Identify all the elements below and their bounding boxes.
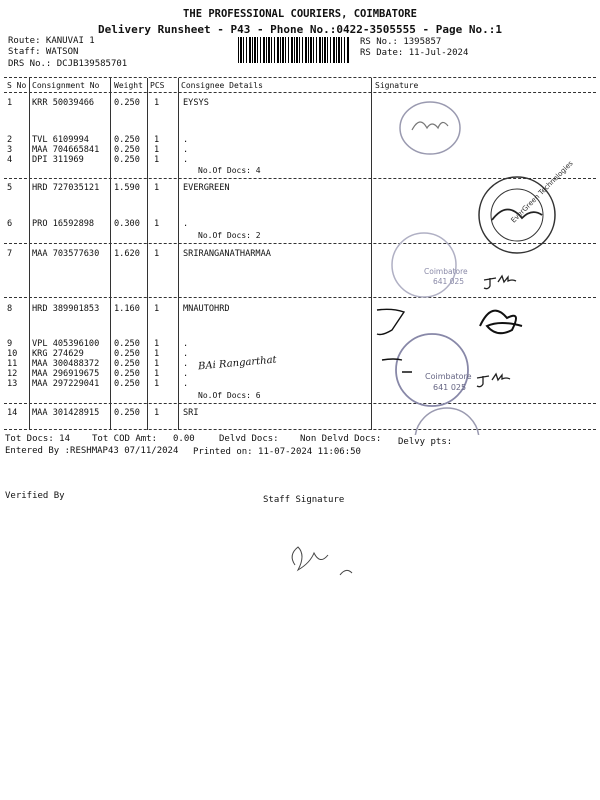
row-weight: 1.160 <box>114 304 140 314</box>
row-weight: 0.250 <box>114 369 140 379</box>
row-sno: 9 <box>7 339 13 349</box>
row-consignment: MAA 297229041 <box>32 379 100 389</box>
row-pcs: 1 <box>154 135 160 145</box>
col-consignment: Consignment No <box>32 81 100 90</box>
col-pcs: PCS <box>150 81 165 90</box>
coimbatore-stamp-icon <box>392 233 456 297</box>
handwritten-note: BAi Rangarthat <box>197 354 278 373</box>
row-weight: 0.250 <box>114 155 140 165</box>
row-consignee: . <box>183 155 189 165</box>
row-weight: 0.250 <box>114 359 140 369</box>
printed-on: Printed on: 11-07-2024 11:06:50 <box>193 447 361 457</box>
row-sno: 4 <box>7 155 13 165</box>
staff-label: Staff: WATSON <box>8 47 79 57</box>
row-weight: 0.250 <box>114 98 140 108</box>
company-title: THE PROFESSIONAL COURIERS, COIMBATORE <box>183 8 417 20</box>
evergreen-stamp-text: EverGreen Technologies <box>509 159 575 225</box>
total-cod-value: 0.00 <box>173 434 195 444</box>
stamp-pin: 641 025 <box>433 277 465 286</box>
row-sno: 7 <box>7 249 13 259</box>
row-consignee: . <box>183 349 189 359</box>
stamp-city: Coimbatore <box>425 372 472 381</box>
row-consignee: EYSYS <box>183 98 209 108</box>
row-sno: 6 <box>7 219 13 229</box>
row-weight: 0.300 <box>114 219 140 229</box>
col-sno: S No <box>7 81 27 90</box>
row-consignment: MAA 704665841 <box>32 145 100 155</box>
row-sno: 14 <box>7 408 18 418</box>
row-pcs: 1 <box>154 349 160 359</box>
row-pcs: 1 <box>154 304 160 314</box>
row-consignee: . <box>183 145 189 155</box>
stamp-city: Coimbatore <box>424 267 468 276</box>
row-pcs: 1 <box>154 379 160 389</box>
group-doc-count: No.Of Docs: 2 <box>198 231 261 240</box>
row-weight: 0.250 <box>114 145 140 155</box>
row-sno: 3 <box>7 145 13 155</box>
row-pcs: 1 <box>154 339 160 349</box>
row-sno: 12 <box>7 369 18 379</box>
stamp-icon <box>400 102 460 154</box>
row-consignee: MNAUTOHRD <box>183 304 230 314</box>
row-consignment: PRO 16592898 <box>32 219 95 229</box>
staff-signature-label: Staff Signature <box>263 495 345 505</box>
row-sno: 13 <box>7 379 18 389</box>
signatures-area <box>372 90 598 435</box>
total-docs: Tot Docs: 14 <box>5 434 71 444</box>
drs-number: DRS No.: DCJB139585701 <box>8 59 128 69</box>
row-pcs: 1 <box>154 145 160 155</box>
row-sno: 2 <box>7 135 13 145</box>
row-weight: 0.250 <box>114 135 140 145</box>
delivered-docs: Delvd Docs: <box>219 434 279 444</box>
divider <box>4 77 596 78</box>
verified-by: Verified By <box>5 491 65 501</box>
rs-date: RS Date: 11-Jul-2024 <box>360 48 469 58</box>
row-consignee: . <box>183 219 189 229</box>
row-sno: 10 <box>7 349 18 359</box>
row-consignment: VPL 405396100 <box>32 339 100 349</box>
row-consignment: HRD 389901853 <box>32 304 100 314</box>
row-weight: 0.250 <box>114 349 140 359</box>
group-doc-count: No.Of Docs: 4 <box>198 166 261 175</box>
row-weight: 0.250 <box>114 408 140 418</box>
row-consignment: MAA 301428915 <box>32 408 100 418</box>
row-consignment: TVL 6109994 <box>32 135 89 145</box>
signature-icon <box>412 122 448 130</box>
delivery-points: Delvy pts: <box>398 437 453 447</box>
coimbatore-stamp-icon <box>396 334 468 406</box>
route-label: Route: KANUVAI 1 <box>8 36 95 46</box>
row-consignee: SRIRANGANATHARMAA <box>183 249 271 259</box>
row-weight: 1.620 <box>114 249 140 259</box>
row-sno: 8 <box>7 304 13 314</box>
row-consignment: MAA 703577630 <box>32 249 100 259</box>
row-pcs: 1 <box>154 359 160 369</box>
row-sno: 1 <box>7 98 13 108</box>
row-pcs: 1 <box>154 155 160 165</box>
row-pcs: 1 <box>154 219 160 229</box>
stamp-pin: 641 025 <box>433 383 467 392</box>
col-weight: Weight <box>114 81 143 90</box>
row-pcs: 1 <box>154 369 160 379</box>
row-consignment: DPI 311969 <box>32 155 84 165</box>
total-cod-label: Tot COD Amt: <box>92 434 158 444</box>
handwritten-scribble-icon <box>280 525 390 595</box>
runsheet-subtitle: Delivery Runsheet - P43 - Phone No.:0422-3505555 - Page No.:1 <box>98 23 502 36</box>
row-weight: 1.590 <box>114 183 140 193</box>
row-consignment: HRD 727035121 <box>32 183 100 193</box>
coimbatore-stamp-icon <box>415 408 479 435</box>
barcode-image <box>238 37 350 63</box>
col-consignee: Consignee Details <box>181 81 263 90</box>
row-pcs: 1 <box>154 408 160 418</box>
row-consignment: KRG 274629 <box>32 349 84 359</box>
row-consignee: . <box>183 339 189 349</box>
row-sno: 11 <box>7 359 18 369</box>
row-consignee: . <box>183 135 189 145</box>
row-pcs: 1 <box>154 249 160 259</box>
row-weight: 0.250 <box>114 339 140 349</box>
non-delivered-docs: Non Delvd Docs: <box>300 434 382 444</box>
row-consignment: MAA 296919675 <box>32 369 100 379</box>
row-pcs: 1 <box>154 183 160 193</box>
row-consignee: EVERGREEN <box>183 183 230 193</box>
group-doc-count: No.Of Docs: 6 <box>198 391 261 400</box>
row-consignee: . <box>183 359 189 369</box>
row-pcs: 1 <box>154 98 160 108</box>
row-consignment: MAA 300488372 <box>32 359 100 369</box>
col-signature: Signature <box>375 81 419 90</box>
row-consignee: SRI <box>183 408 199 418</box>
rs-number: RS No.: 1395857 <box>360 37 442 47</box>
row-consignment: KRR 50039466 <box>32 98 95 108</box>
row-weight: 0.250 <box>114 379 140 389</box>
row-consignee: . <box>183 369 189 379</box>
entered-by: Entered By :RESHMAP43 07/11/2024 <box>5 446 179 456</box>
row-sno: 5 <box>7 183 13 193</box>
row-consignee: . <box>183 379 189 389</box>
